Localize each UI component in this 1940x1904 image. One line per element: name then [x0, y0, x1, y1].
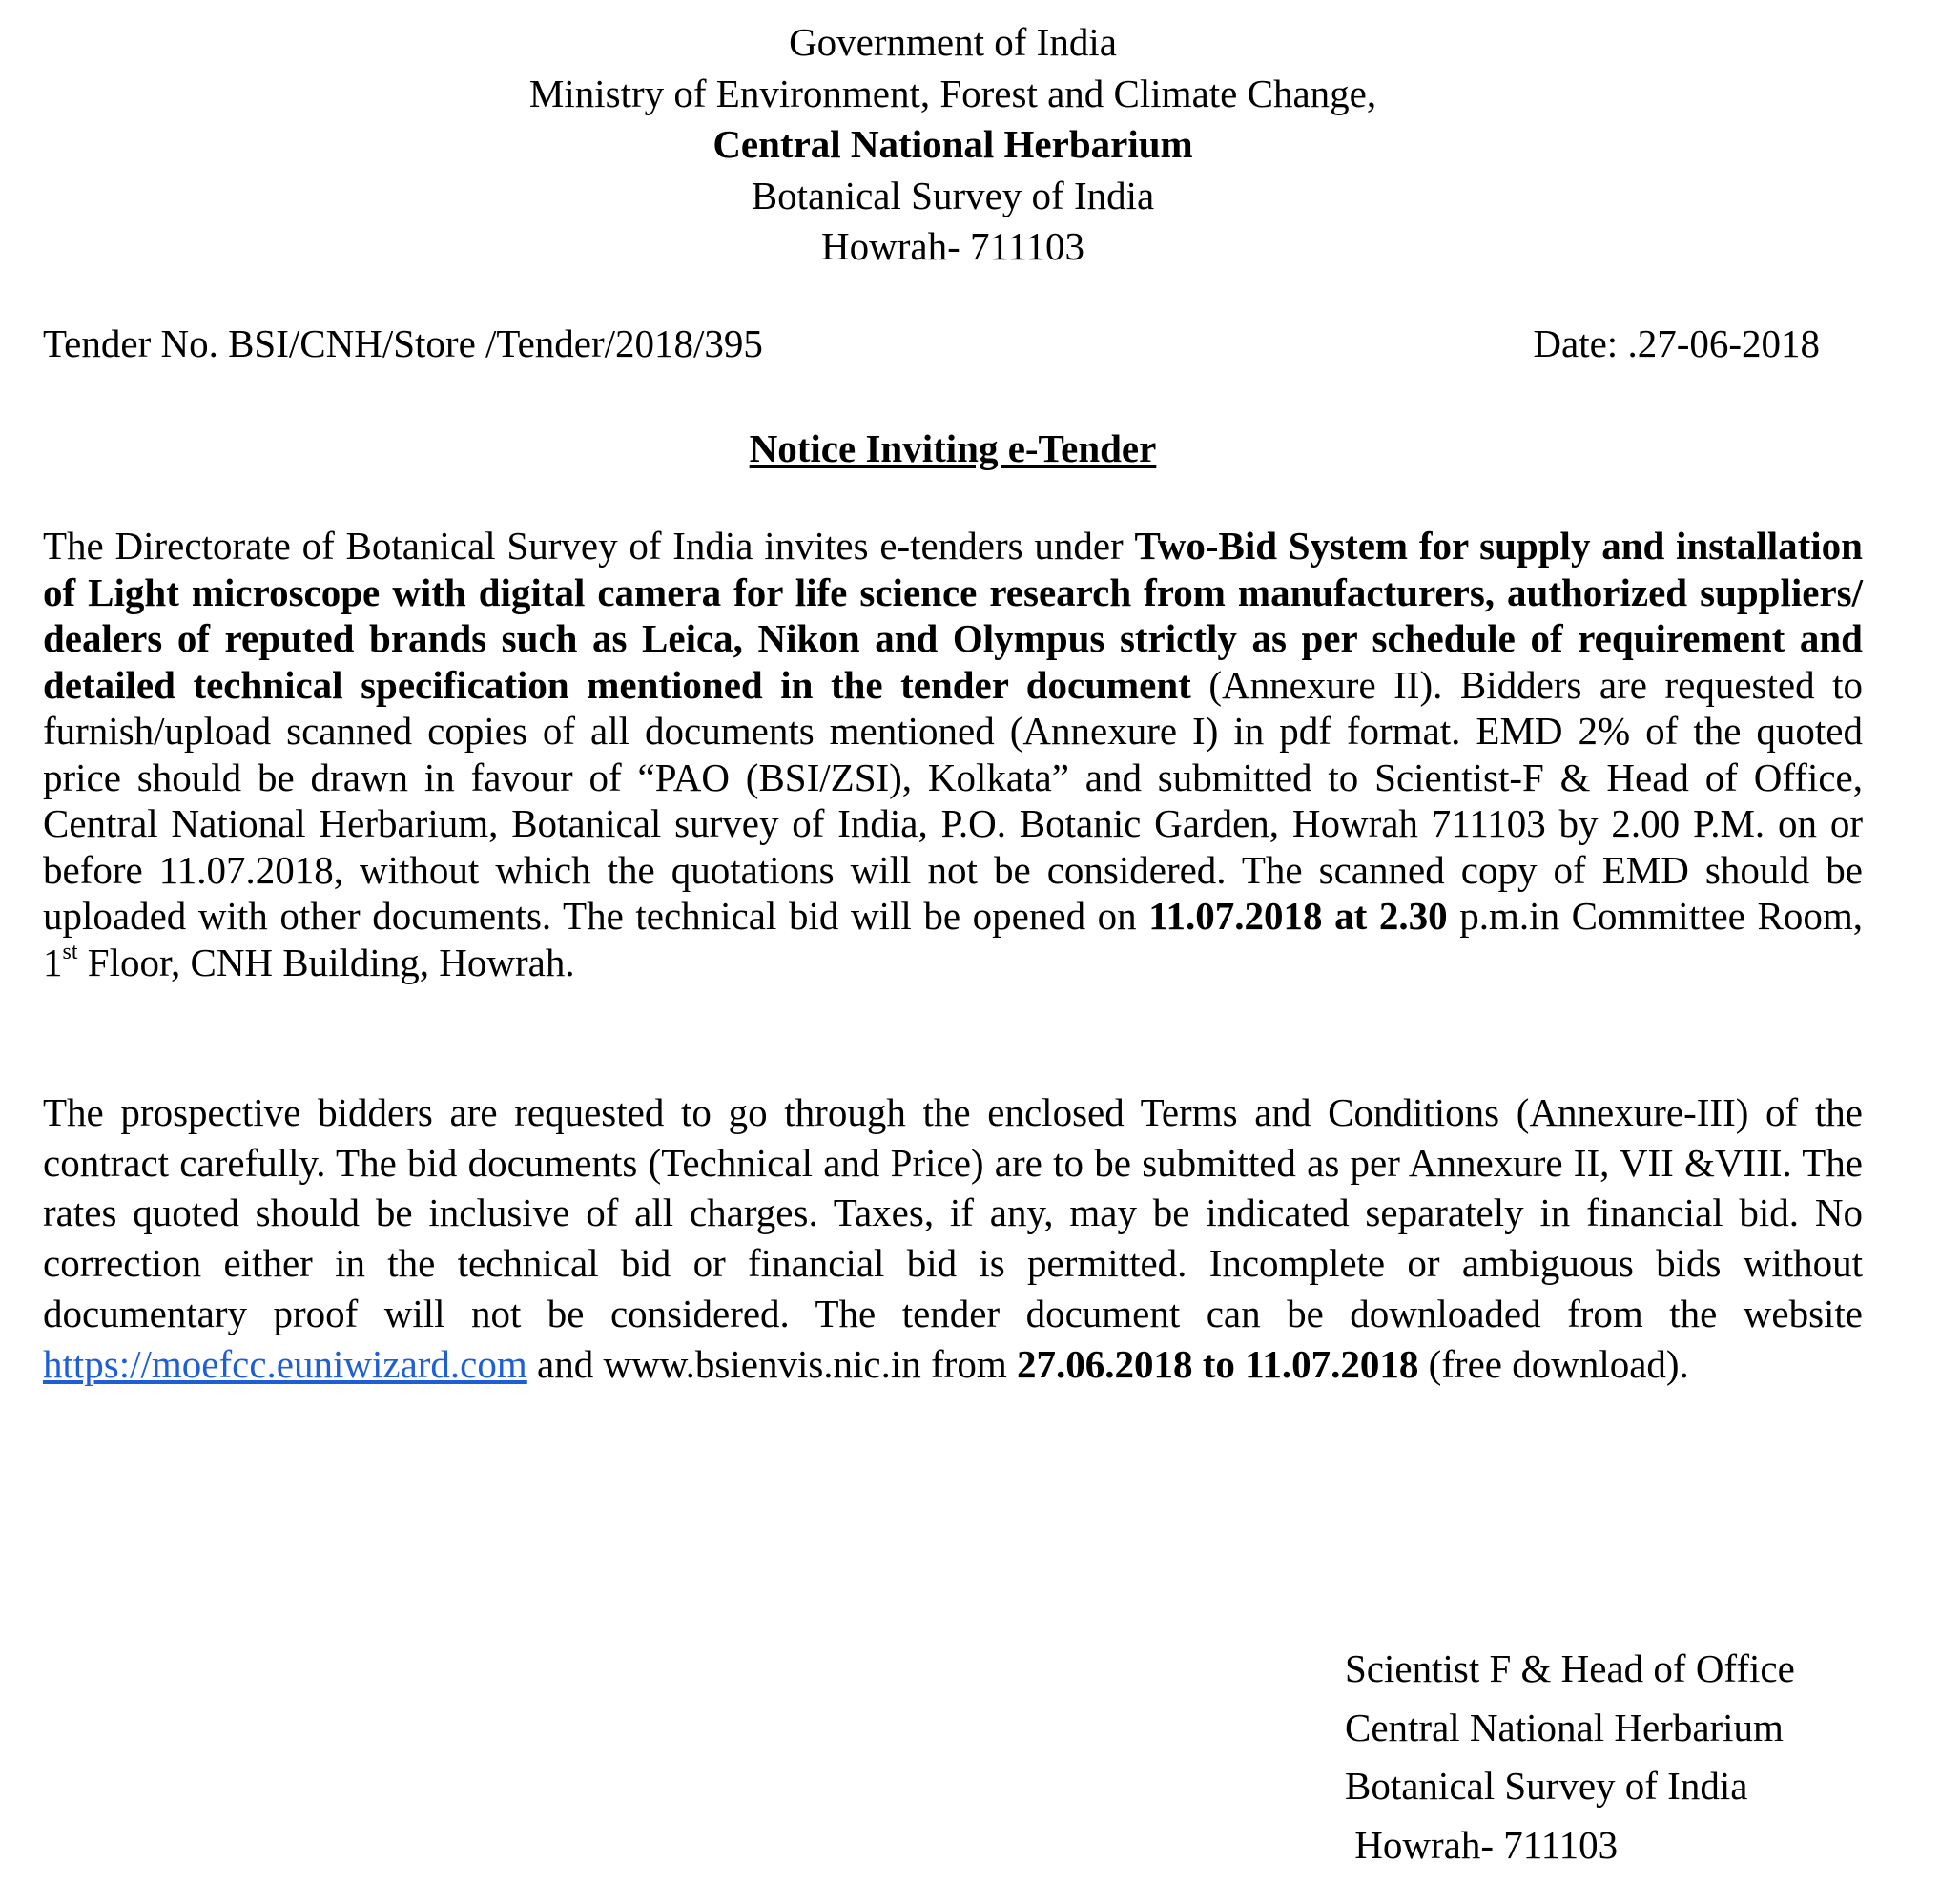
para1-bold-opening-date: 11.07.2018 at 2.30 — [1148, 894, 1448, 938]
signature-block — [1345, 1640, 1795, 1874]
para2-text-1: The prospective bidders are requested to go through the enclosed Terms and Conditions (Annexure-III) of the contract carefully. The bid documents (Technical and Price) are to be submitted as per Annexure II, VII &VIII. The rates quoted should be inclusive of all charges. Taxes, if any, may be indicated separately in financial bid. No correction either in the technical bid or financial bid is permitted. Incomplete or ambiguous bids without documentary proof will not be considered. The tender document can be downloaded from the website — [43, 1090, 1863, 1335]
signature-office: Central National Herbarium — [1345, 1705, 1784, 1749]
header-ministry: Ministry of Environment, Forest and Climate Change, — [528, 71, 1377, 115]
letterhead — [0, 17, 1906, 273]
tender-date: Date: .27-06-2018 — [1533, 321, 1820, 365]
signature-organisation: Botanical Survey of India — [1345, 1764, 1748, 1808]
tender-number: Tender No. BSI/CNH/Store /Tender/2018/395 — [43, 321, 763, 365]
para1-text-3: p.m.in Committee Room, 1 — [43, 894, 1863, 984]
header-government: Government of India — [789, 20, 1117, 64]
signature-address: Howrah- 711103 — [1345, 1822, 1619, 1867]
paragraph-invitation — [43, 523, 1863, 985]
para2-bold-dates: 27.06.2018 to 11.07.2018 — [1016, 1341, 1419, 1386]
para2-text-2: and www.bsienvis.nic.in from — [526, 1341, 1017, 1386]
para1-text-2: (Annexure II). Bidders are requested to furnish/upload scanned copies of all documents mentioned (Annexure I) in pdf format. EMD 2% of the quoted price should be drawn in favour of “PAO (BSI/ZSI), Kolkata” and submitted to Scientist-F & Head of Office, Central National Herbarium, Botanical survey of India, P.O. Botanic Garden, Howrah 711103 by 2.00 P.M. on or before 11.07.2018, without which the quotations will not be considered. The scanned copy of EMD should be uploaded with other documents. The technical bid will be opened on — [43, 662, 1863, 938]
paragraph-terms — [43, 1087, 1863, 1389]
header-address: Howrah- 711103 — [821, 224, 1084, 268]
website-link[interactable]: https://moefcc.euniwizard.com — [43, 1341, 527, 1386]
para1-text-1: The Directorate of Botanical Survey of India invites e-tenders under — [43, 524, 1135, 568]
para1-bold-subject: Two-Bid System for supply and installation of Light microscope with digital camera for life science research from manufacturers, authorized suppliers/ dealers of reputed brands such as Leica, Nikon and Olympus strictly as per schedule of requirement and detailed technical specification mentioned in the tender document — [43, 524, 1863, 707]
header-survey: Botanical Survey of India — [751, 173, 1155, 217]
tender-info — [43, 320, 1820, 367]
para1-text-4: Floor, CNH Building, Howrah. — [77, 940, 575, 984]
signature-title: Scientist F & Head of Office — [1345, 1646, 1795, 1690]
notice-title: Notice Inviting e-Tender — [749, 426, 1157, 470]
para1-superscript: st — [62, 939, 78, 964]
para2-text-3: (free download). — [1418, 1341, 1689, 1386]
header-herbarium: Central National Herbarium — [712, 122, 1193, 166]
